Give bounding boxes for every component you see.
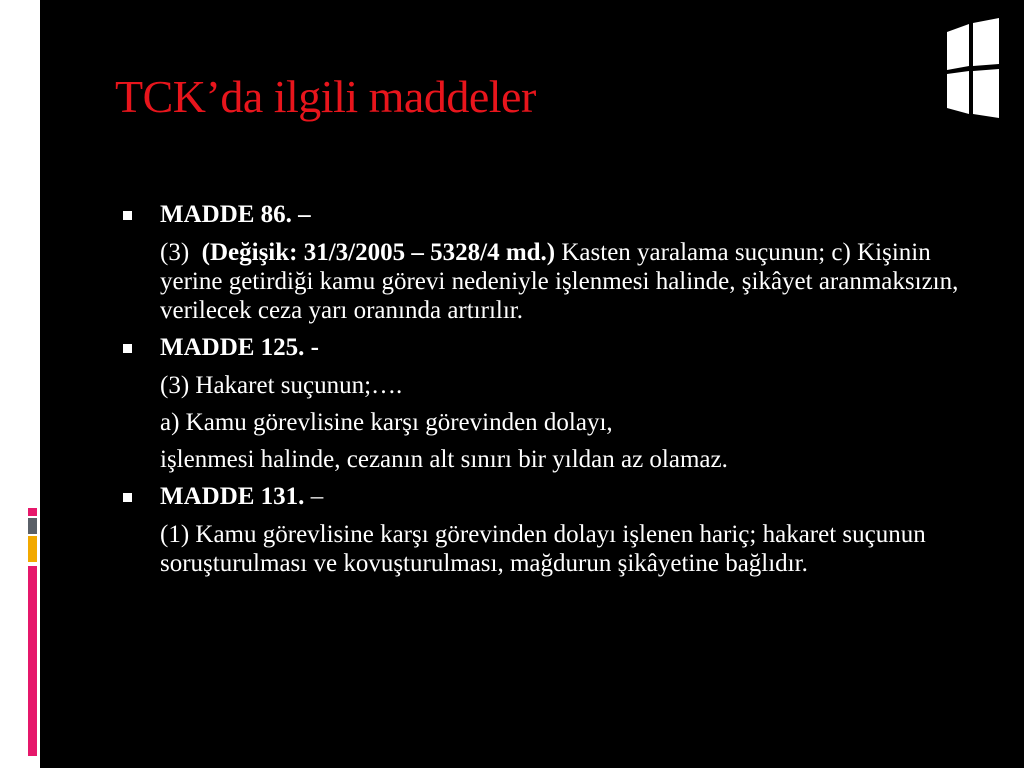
bullet-icon xyxy=(123,211,132,220)
paragraph-prefix: (3) xyxy=(160,239,190,266)
accent-stripe-yellow xyxy=(28,536,37,562)
accent-stripe-gray xyxy=(28,518,37,534)
amendment-note: (Değişik: 31/3/2005 – 5328/4 md.) xyxy=(201,239,556,266)
slide-content xyxy=(120,200,965,578)
item-paragraph: a) Kamu görevlisine karşı görevinden dolayı, xyxy=(160,409,613,436)
bullet-icon xyxy=(123,344,132,353)
list-item-madde-131 xyxy=(120,482,965,512)
item-heading-dash: – xyxy=(304,483,324,510)
list-item-madde-125 xyxy=(120,333,965,363)
item-paragraph: (1) Kamu görevlisine karşı görevinden dolayı işlenen hariç; hakaret suçunun soruşturulması ve kovuşturulması, mağdurun şikâyetine bağlıdır. xyxy=(160,521,926,577)
item-paragraph xyxy=(120,238,965,325)
item-paragraph: (3) Hakaret suçunun;…. xyxy=(160,372,403,399)
paragraph-text: Kasten yaralama suçunun; c) Kişinin yerine getirdiği kamu görevi nedeniyle işlenmesi halinde, şikâyet aranmaksızın, verilecek ceza yarı oranında artırılır. xyxy=(160,239,959,324)
window-pane-icon xyxy=(943,18,1003,118)
list-item-madde-86 xyxy=(120,200,965,230)
accent-stripe-pink xyxy=(28,508,37,516)
item-heading: MADDE 86. – xyxy=(160,201,311,228)
accent-stripe-pink-long xyxy=(28,566,37,756)
bullet-icon xyxy=(123,493,132,502)
item-heading: MADDE 125. - xyxy=(160,334,320,361)
item-heading: MADDE 131. xyxy=(160,483,305,510)
slide-title: TCK’da ilgili maddeler xyxy=(115,71,536,122)
item-paragraph: işlenmesi halinde, cezanın alt sınırı bir yıldan az olamaz. xyxy=(160,446,728,473)
